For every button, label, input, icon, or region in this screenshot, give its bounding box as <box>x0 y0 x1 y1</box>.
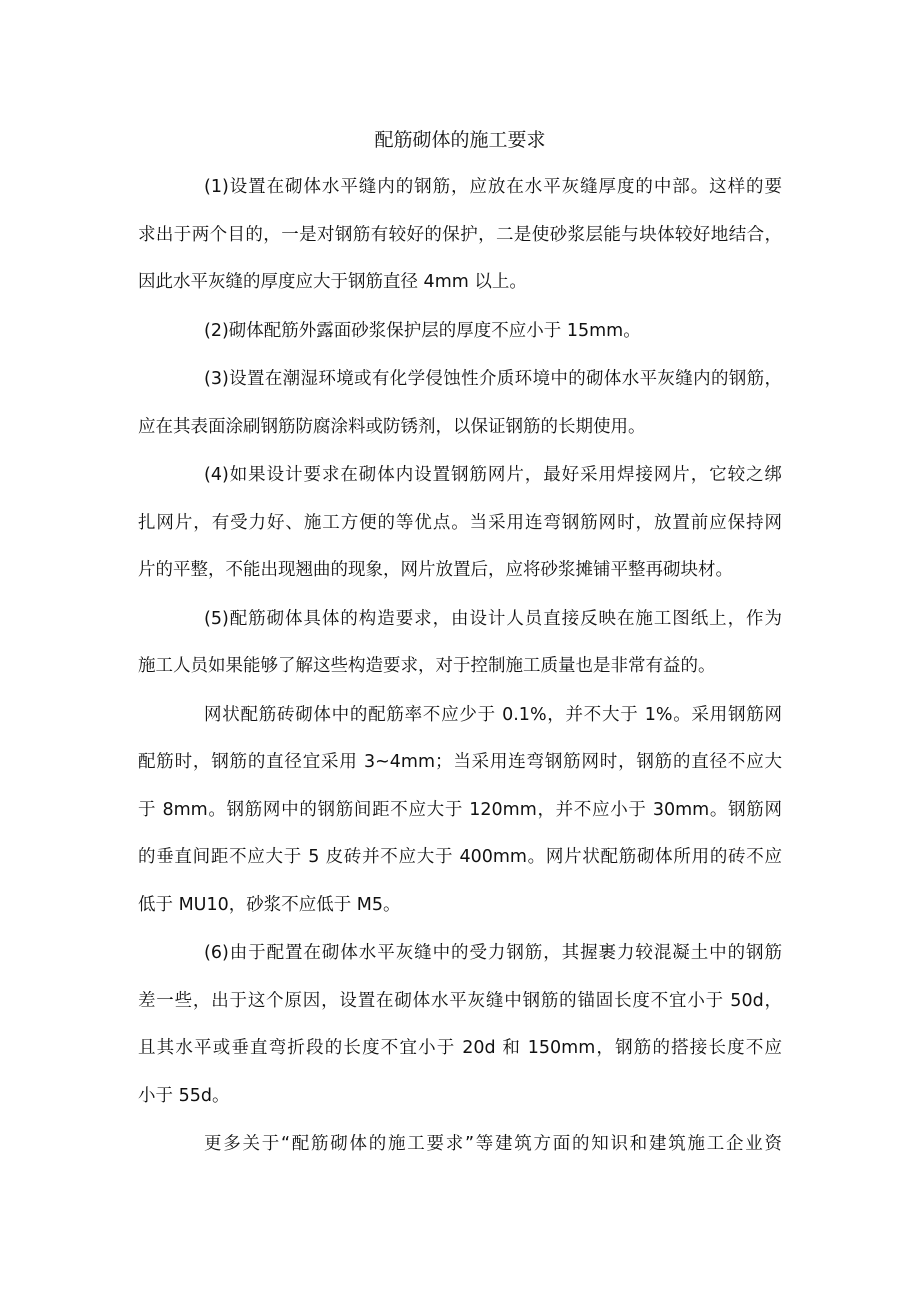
text-line: (1)设置在砌体水平缝内的钢筋，应放在水平灰缝厚度的中部。这样的要 <box>204 177 782 197</box>
text-line: (3)设置在潮湿环境或有化学侵蚀性介质环境中的砌体水平灰缝内的钢筋， <box>204 369 782 389</box>
text-line: 因此水平灰缝的厚度应大于钢筋直径 4mm 以上。 <box>138 272 527 292</box>
text-line: 于 8mm。钢筋网中的钢筋间距不应大于 120mm，并不应小于 30mm。钢筋网 <box>138 799 782 820</box>
text-line: (6)由于配置在砌体水平灰缝中的受力钢筋，其握裹力较混凝土中的钢筋 <box>204 943 782 963</box>
paragraph <box>138 1121 782 1169</box>
text-line: 差一些，出于这个原因，设置在砌体水平灰缝中钢筋的锚固长度不宜小于 50d， <box>138 990 782 1011</box>
text-line: 应在其表面涂刷钢筋防腐涂料或防锈剂，以保证钢筋的长期使用。 <box>138 416 646 437</box>
text-line: (2)砌体配筋外露面砂浆保护层的厚度不应小于 15mm。 <box>204 320 641 341</box>
paragraph <box>138 692 782 930</box>
paragraph <box>138 452 782 595</box>
text-line: 扎网片，有受力好、施工方便的等优点。当采用连弯钢筋网时，放置前应保持网 <box>138 512 782 533</box>
text-line: 小于 55d。 <box>138 1085 230 1106</box>
text-line: 低于 MU10，砂浆不应低于 M5。 <box>138 894 401 915</box>
text-line: (5)配筋砌体具体的构造要求，由设计人员直接反映在施工图纸上，作为 <box>204 608 782 629</box>
text-line: (4)如果设计要求在砌体内设置钢筋网片，最好采用焊接网片，它较之绑 <box>204 465 782 485</box>
text-line: 网状配筋砖砌体中的配筋率不应少于 0.1%，并不大于 1%。采用钢筋网 <box>204 704 782 725</box>
paragraph <box>138 930 782 1120</box>
text-line: 片的平整，不能出现翘曲的现象，网片放置后，应将砂浆摊铺平整再砌块材。 <box>138 560 733 580</box>
text-line: 配筋时，钢筋的直径宜采用 3~4mm；当采用连弯钢筋网时，钢筋的直径不应大 <box>138 752 782 772</box>
document-body <box>138 164 782 1170</box>
paragraph <box>138 356 782 451</box>
text-line: 施工人员如果能够了解这些构造要求，对于控制施工质量也是非常有益的。 <box>138 656 716 676</box>
text-line: 求出于两个目的，一是对钢筋有较好的保护，二是使砂浆层能与块体较好地结合， <box>138 224 782 245</box>
text-line: 的垂直间距不应大于 5 皮砖并不应大于 400mm。网片状配筋砌体所用的砖不应 <box>138 847 782 867</box>
text-line: 更多关于“配筋砌体的施工要求”等建筑方面的知识和建筑施工企业资 <box>204 1134 782 1154</box>
paragraph <box>138 596 782 691</box>
text-line: 且其水平或垂直弯折段的长度不宜小于 20d 和 150mm，钢筋的搭接长度不应 <box>138 1038 782 1058</box>
paragraph <box>138 164 782 307</box>
document-title: 配筋砌体的施工要求 <box>374 129 546 151</box>
paragraph <box>138 308 782 356</box>
